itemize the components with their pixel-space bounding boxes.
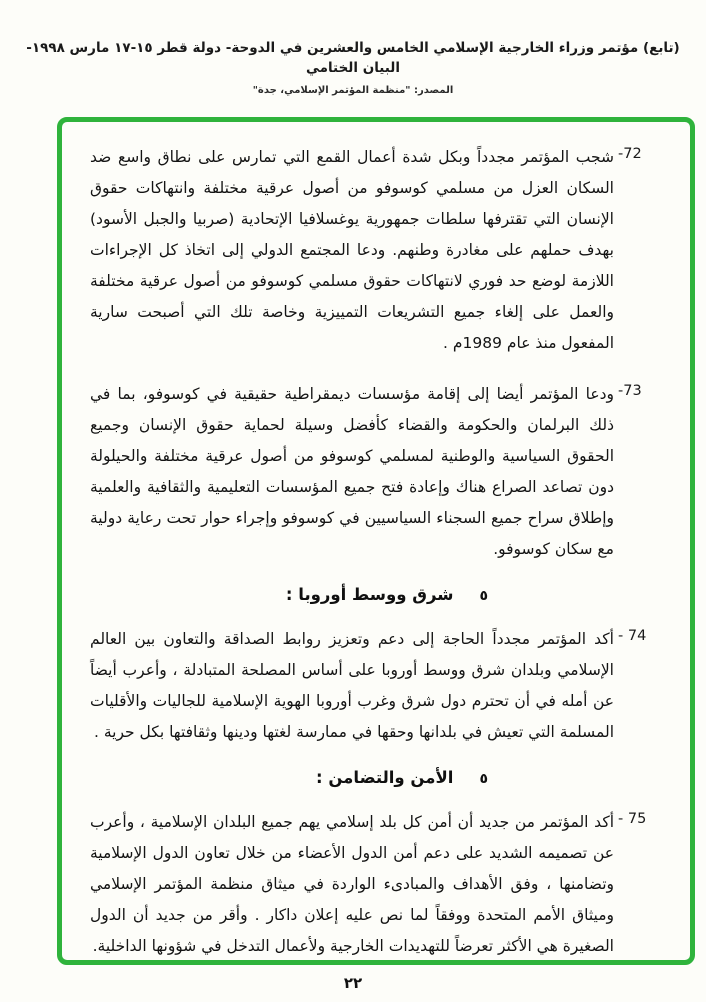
document-title: (تابع) مؤتمر وزراء الخارجية الإسلامي الخامس والعشرين في الدوحة- دولة قطر ١٥-١٧ مارس ١٩٩٨- البيان الختامي bbox=[26, 40, 680, 77]
paragraph-text: أكد المؤتمر مجدداً الحاجة إلى دعم وتعزيز روابط الصداقة والتعاون بين العالم الإسلامي وبلدان شرق ووسط أوروبا على أساس المصلحة المتبادلة ، وأعرب أيضاً عن أمله في أن تحترم دول شرق وغرب أوروبا الهوية الإسلامية للجاليات والأقليات المسلمة التي تعيش في بلدانها وحقها في ممارسة لغتها ودينها وثقافتها بكل حرية . bbox=[90, 630, 614, 741]
paragraph-number: -73 bbox=[618, 383, 642, 399]
paragraph-item-74 bbox=[84, 624, 666, 748]
paragraph-text: شجب المؤتمر مجدداً وبكل شدة أعمال القمع التي تمارس على نطاق واسع ضد السكان العزل من مسلمي كوسوفو من أصول عرقية مختلفة وانتهاكات حقوق الإنسان التي تقترفها سلطات جمهورية يوغسلافيا الإتحادية (صربيا والجبل الأسود) بهدف حملهم على مغادرة وطنهم. ودعا المجتمع الدولي إلى اتخاذ كل الإجراءات اللازمة لوضع حد فوري لانتهاكات حقوق مسلمي كوسوفو من أصول عرقية مختلفة والعمل على إلغاء جميع التشريعات التمييزية وخاصة تلك التي أصبحت سارية المفعول منذ عام 1989م . bbox=[90, 148, 614, 352]
paragraph-number: -72 bbox=[618, 146, 642, 162]
section-heading-text: الأمن والتضامن : bbox=[315, 768, 454, 787]
bullet-icon: ٥ bbox=[479, 588, 488, 604]
paragraph-number: - 75 bbox=[618, 811, 647, 827]
paragraph-text: أكد المؤتمر من جديد أن أمن كل بلد إسلامي يهم جميع البلدان الإسلامية ، وأعرب عن تصميمه الشديد على دعم أمن الدول الأعضاء من خلال تعاون الدول الإسلامية وتضامنها ، وفق الأهداف والمبادىء الواردة في ميثاق منظمة المؤتمر الإسلامي وميثاق الأمم المتحدة ووفقاً لما نص عليه إعلان داكار . وأقر من جديد أن الدول الصغيرة هي الأكثر تعرضاً للتهديدات الخارجية ولأعمال التدخل في شؤونها الداخلية. bbox=[90, 813, 614, 955]
page-number: ٢٢ bbox=[343, 974, 363, 992]
paragraph-number: - 74 bbox=[618, 628, 647, 644]
document-header bbox=[0, 38, 706, 96]
section-heading-text: شرق ووسط أوروبا : bbox=[285, 585, 454, 604]
paragraph-item-73 bbox=[84, 379, 666, 565]
content-frame bbox=[57, 117, 695, 965]
section-heading-east-central-europe bbox=[84, 585, 666, 604]
paragraph-text: ودعا المؤتمر أيضا إلى إقامة مؤسسات ديمقراطية حقيقية في كوسوفو، بما في ذلك البرلمان والحكومة والقضاء كأفضل وسيلة لحماية حقوق الإنسان وجميع الحقوق السياسية والوطنية لمسلمي كوسوفو من أصول عرقية مختلفة والحيلولة دون تصاعد الصراع هناك وإعادة فتح جميع المؤسسات التعليمية والثقافية والعلمية وإطلاق سراح جميع السجناء السياسيين في كوسوفو وإجراء حوار تحت رعاية دولية مع سكان كوسوفو. bbox=[90, 385, 614, 558]
bullet-icon: ٥ bbox=[479, 771, 488, 787]
paragraph-item-72 bbox=[84, 142, 666, 359]
section-heading-security-solidarity bbox=[84, 768, 666, 787]
paragraph-item-75 bbox=[84, 807, 666, 962]
document-source: المصدر: "منظمة المؤتمر الإسلامي، جدة" bbox=[252, 84, 454, 96]
